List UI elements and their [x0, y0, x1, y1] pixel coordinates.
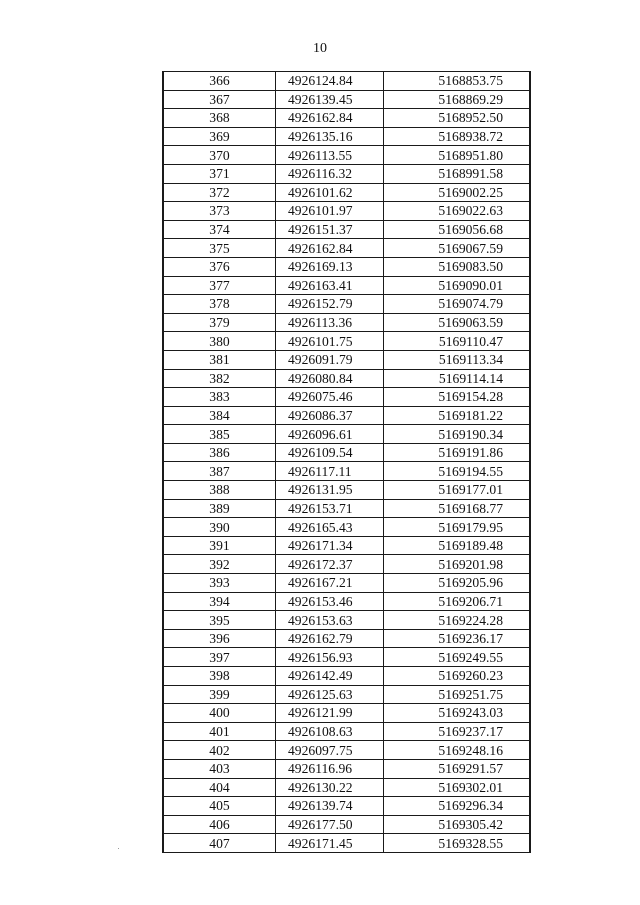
x-coordinate-cell: 4926162.84	[276, 109, 384, 128]
x-coordinate-cell: 4926167.21	[276, 574, 384, 593]
table-row	[163, 629, 530, 648]
coordinates-table-body	[163, 72, 530, 853]
x-coordinate-cell: 4926171.34	[276, 536, 384, 555]
table-row	[163, 350, 530, 369]
table-row	[163, 425, 530, 444]
point-number-cell: 383	[163, 388, 276, 407]
x-coordinate-cell: 4926153.71	[276, 499, 384, 518]
y-coordinate-cell: 5169260.23	[384, 667, 531, 686]
table-row	[163, 648, 530, 667]
table-row	[163, 443, 530, 462]
table-row	[163, 276, 530, 295]
y-coordinate-cell: 5169328.55	[384, 834, 531, 853]
point-number-cell: 391	[163, 536, 276, 555]
point-number-cell: 376	[163, 257, 276, 276]
table-row	[163, 667, 530, 686]
x-coordinate-cell: 4926075.46	[276, 388, 384, 407]
y-coordinate-cell: 5169168.77	[384, 499, 531, 518]
table-row	[163, 704, 530, 723]
x-coordinate-cell: 4926156.93	[276, 648, 384, 667]
y-coordinate-cell: 5169063.59	[384, 313, 531, 332]
point-number-cell: 379	[163, 313, 276, 332]
x-coordinate-cell: 4926169.13	[276, 257, 384, 276]
point-number-cell: 367	[163, 90, 276, 109]
y-coordinate-cell: 5169002.25	[384, 183, 531, 202]
point-number-cell: 399	[163, 685, 276, 704]
x-coordinate-cell: 4926153.63	[276, 611, 384, 630]
table-row	[163, 815, 530, 834]
x-coordinate-cell: 4926172.37	[276, 555, 384, 574]
y-coordinate-cell: 5169181.22	[384, 406, 531, 425]
y-coordinate-cell: 5169249.55	[384, 648, 531, 667]
point-number-cell: 373	[163, 202, 276, 221]
table-row	[163, 611, 530, 630]
point-number-cell: 381	[163, 350, 276, 369]
y-coordinate-cell: 5169194.55	[384, 462, 531, 481]
table-row	[163, 183, 530, 202]
table-row	[163, 388, 530, 407]
y-coordinate-cell: 5168938.72	[384, 127, 531, 146]
y-coordinate-cell: 5169022.63	[384, 202, 531, 221]
table-row	[163, 592, 530, 611]
y-coordinate-cell: 5169154.28	[384, 388, 531, 407]
table-row	[163, 518, 530, 537]
point-number-cell: 407	[163, 834, 276, 853]
x-coordinate-cell: 4926121.99	[276, 704, 384, 723]
x-coordinate-cell: 4926163.41	[276, 276, 384, 295]
y-coordinate-cell: 5169067.59	[384, 239, 531, 258]
x-coordinate-cell: 4926153.46	[276, 592, 384, 611]
x-coordinate-cell: 4926116.32	[276, 164, 384, 183]
x-coordinate-cell: 4926101.97	[276, 202, 384, 221]
y-coordinate-cell: 5169074.79	[384, 295, 531, 314]
point-number-cell: 377	[163, 276, 276, 295]
x-coordinate-cell: 4926101.62	[276, 183, 384, 202]
x-coordinate-cell: 4926135.16	[276, 127, 384, 146]
point-number-cell: 382	[163, 369, 276, 388]
point-number-cell: 390	[163, 518, 276, 537]
point-number-cell: 385	[163, 425, 276, 444]
point-number-cell: 403	[163, 759, 276, 778]
x-coordinate-cell: 4926097.75	[276, 741, 384, 760]
point-number-cell: 398	[163, 667, 276, 686]
y-coordinate-cell: 5169236.17	[384, 629, 531, 648]
y-coordinate-cell: 5169291.57	[384, 759, 531, 778]
x-coordinate-cell: 4926142.49	[276, 667, 384, 686]
point-number-cell: 374	[163, 220, 276, 239]
x-coordinate-cell: 4926139.45	[276, 90, 384, 109]
x-coordinate-cell: 4926113.36	[276, 313, 384, 332]
y-coordinate-cell: 5169056.68	[384, 220, 531, 239]
point-number-cell: 405	[163, 797, 276, 816]
y-coordinate-cell: 5169090.01	[384, 276, 531, 295]
point-number-cell: 371	[163, 164, 276, 183]
point-number-cell: 395	[163, 611, 276, 630]
table-row	[163, 72, 530, 91]
y-coordinate-cell: 5168991.58	[384, 164, 531, 183]
point-number-cell: 369	[163, 127, 276, 146]
x-coordinate-cell: 4926117.11	[276, 462, 384, 481]
point-number-cell: 396	[163, 629, 276, 648]
table-row	[163, 685, 530, 704]
y-coordinate-cell: 5168869.29	[384, 90, 531, 109]
y-coordinate-cell: 5169201.98	[384, 555, 531, 574]
table-row	[163, 778, 530, 797]
y-coordinate-cell: 5169206.71	[384, 592, 531, 611]
table-row	[163, 369, 530, 388]
y-coordinate-cell: 5168853.75	[384, 72, 531, 91]
point-number-cell: 393	[163, 574, 276, 593]
table-row	[163, 741, 530, 760]
y-coordinate-cell: 5169177.01	[384, 481, 531, 500]
table-row	[163, 146, 530, 165]
y-coordinate-cell: 5169305.42	[384, 815, 531, 834]
y-coordinate-cell: 5169113.34	[384, 350, 531, 369]
y-coordinate-cell: 5169302.01	[384, 778, 531, 797]
point-number-cell: 375	[163, 239, 276, 258]
point-number-cell: 402	[163, 741, 276, 760]
point-number-cell: 372	[163, 183, 276, 202]
page-number: 10	[313, 41, 327, 56]
table-row	[163, 239, 530, 258]
point-number-cell: 406	[163, 815, 276, 834]
x-coordinate-cell: 4926130.22	[276, 778, 384, 797]
point-number-cell: 384	[163, 406, 276, 425]
y-coordinate-cell: 5169248.16	[384, 741, 531, 760]
coordinates-table	[162, 71, 531, 853]
x-coordinate-cell: 4926124.84	[276, 72, 384, 91]
table-row	[163, 797, 530, 816]
x-coordinate-cell: 4926131.95	[276, 481, 384, 500]
point-number-cell: 404	[163, 778, 276, 797]
table-row	[163, 109, 530, 128]
x-coordinate-cell: 4926177.50	[276, 815, 384, 834]
table-row	[163, 202, 530, 221]
table-row	[163, 127, 530, 146]
y-coordinate-cell: 5169083.50	[384, 257, 531, 276]
point-number-cell: 389	[163, 499, 276, 518]
x-coordinate-cell: 4926125.63	[276, 685, 384, 704]
table-row	[163, 90, 530, 109]
y-coordinate-cell: 5169237.17	[384, 722, 531, 741]
point-number-cell: 366	[163, 72, 276, 91]
x-coordinate-cell: 4926108.63	[276, 722, 384, 741]
point-number-cell: 370	[163, 146, 276, 165]
table-row	[163, 220, 530, 239]
y-coordinate-cell: 5169205.96	[384, 574, 531, 593]
table-row	[163, 834, 530, 853]
point-number-cell: 386	[163, 443, 276, 462]
table-row	[163, 406, 530, 425]
x-coordinate-cell: 4926096.61	[276, 425, 384, 444]
y-coordinate-cell: 5169110.47	[384, 332, 531, 351]
point-number-cell: 378	[163, 295, 276, 314]
table-row	[163, 462, 530, 481]
x-coordinate-cell: 4926101.75	[276, 332, 384, 351]
y-coordinate-cell: 5169190.34	[384, 425, 531, 444]
x-coordinate-cell: 4926091.79	[276, 350, 384, 369]
x-coordinate-cell: 4926152.79	[276, 295, 384, 314]
table-row	[163, 574, 530, 593]
x-coordinate-cell: 4926109.54	[276, 443, 384, 462]
table-row	[163, 759, 530, 778]
y-coordinate-cell: 5168952.50	[384, 109, 531, 128]
point-number-cell: 368	[163, 109, 276, 128]
y-coordinate-cell: 5168951.80	[384, 146, 531, 165]
table-row	[163, 722, 530, 741]
y-coordinate-cell: 5169191.86	[384, 443, 531, 462]
x-coordinate-cell: 4926162.79	[276, 629, 384, 648]
x-coordinate-cell: 4926165.43	[276, 518, 384, 537]
x-coordinate-cell: 4926116.96	[276, 759, 384, 778]
scan-speck	[118, 848, 119, 849]
table-row	[163, 313, 530, 332]
table-row	[163, 332, 530, 351]
y-coordinate-cell: 5169251.75	[384, 685, 531, 704]
x-coordinate-cell: 4926080.84	[276, 369, 384, 388]
point-number-cell: 388	[163, 481, 276, 500]
y-coordinate-cell: 5169243.03	[384, 704, 531, 723]
y-coordinate-cell: 5169224.28	[384, 611, 531, 630]
table-row	[163, 536, 530, 555]
point-number-cell: 380	[163, 332, 276, 351]
x-coordinate-cell: 4926171.45	[276, 834, 384, 853]
x-coordinate-cell: 4926086.37	[276, 406, 384, 425]
point-number-cell: 401	[163, 722, 276, 741]
table-row	[163, 555, 530, 574]
y-coordinate-cell: 5169114.14	[384, 369, 531, 388]
table-row	[163, 481, 530, 500]
y-coordinate-cell: 5169189.48	[384, 536, 531, 555]
point-number-cell: 387	[163, 462, 276, 481]
table-row	[163, 257, 530, 276]
x-coordinate-cell: 4926162.84	[276, 239, 384, 258]
x-coordinate-cell: 4926151.37	[276, 220, 384, 239]
y-coordinate-cell: 5169296.34	[384, 797, 531, 816]
x-coordinate-cell: 4926139.74	[276, 797, 384, 816]
x-coordinate-cell: 4926113.55	[276, 146, 384, 165]
point-number-cell: 394	[163, 592, 276, 611]
table-row	[163, 295, 530, 314]
table-row	[163, 164, 530, 183]
point-number-cell: 392	[163, 555, 276, 574]
point-number-cell: 400	[163, 704, 276, 723]
y-coordinate-cell: 5169179.95	[384, 518, 531, 537]
table-row	[163, 499, 530, 518]
point-number-cell: 397	[163, 648, 276, 667]
